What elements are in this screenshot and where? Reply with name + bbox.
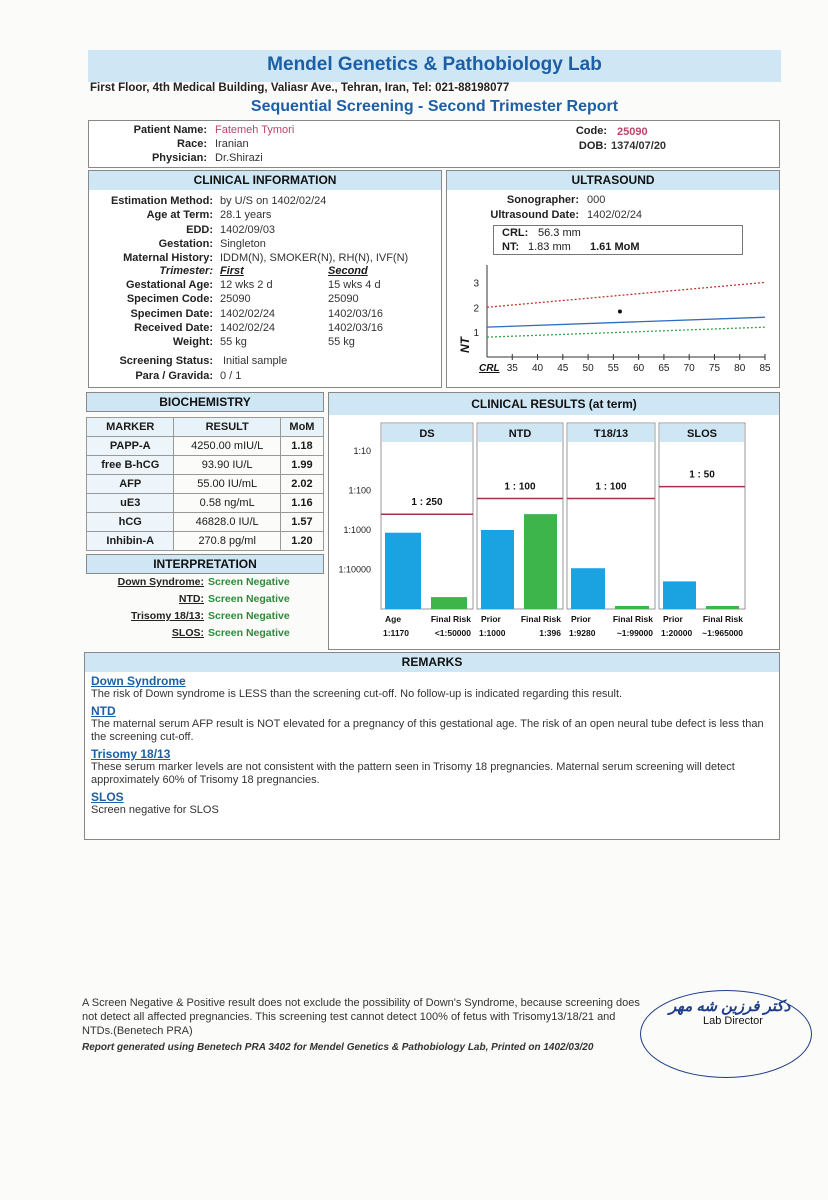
remarks-heading: REMARKS <box>85 653 779 672</box>
marker-name: Inhibin-A <box>87 532 174 551</box>
dob-label: DOB: <box>578 140 607 152</box>
marker-result: 55.00 IU/mL <box>174 475 280 494</box>
interpretation-label: SLOS: <box>171 627 204 639</box>
risk-value-left: 1:1000 <box>479 628 506 638</box>
risk-value-left: 1:1170 <box>383 628 409 638</box>
risk-y-tick: 1:10000 <box>338 564 371 575</box>
remarks-body <box>85 672 779 822</box>
table-row <box>87 513 324 532</box>
table-row <box>87 494 324 513</box>
patient-name: Fatemeh Tymori <box>215 124 295 136</box>
code-label: Code: <box>575 125 607 137</box>
interpretation-value: Screen Negative <box>208 593 290 605</box>
us-date-value: 1402/02/24 <box>587 209 643 221</box>
second-trimester: Second <box>328 265 368 277</box>
x-tick-label: 60 <box>633 363 645 374</box>
sonographer-value: 000 <box>587 194 606 206</box>
trimester-row-label: Gestational Age: <box>126 279 213 291</box>
crl-label: CRL: <box>502 227 529 239</box>
crl-value: 56.3 mm <box>538 227 581 239</box>
table-row <box>87 456 324 475</box>
series-lower <box>487 327 765 337</box>
bar-label-right: Final Risk <box>702 614 743 624</box>
risk-panel-title: T18/13 <box>593 428 629 440</box>
risk-panel-title: NTD <box>508 428 532 440</box>
marker-result: 270.8 pg/ml <box>174 532 280 551</box>
y-tick-label: 2 <box>473 303 479 315</box>
ultrasound-box <box>446 170 780 388</box>
marker-result: 46828.0 IU/L <box>174 513 280 532</box>
x-tick-label: 55 <box>607 363 619 374</box>
biochemistry-section <box>86 392 324 551</box>
col-result: RESULT <box>174 418 280 437</box>
clinical-value: 28.1 years <box>220 209 272 222</box>
para-value: 0 / 1 <box>220 370 242 382</box>
director-stamp <box>640 990 812 1078</box>
x-tick-label: 50 <box>582 363 594 374</box>
marker-name: hCG <box>87 513 174 532</box>
risk-chart <box>329 417 777 647</box>
bar-label-left: Age <box>385 614 402 624</box>
marker-name: uE3 <box>87 494 174 513</box>
first-trimester-value: 55 kg <box>220 336 247 349</box>
trimester-label: Trimester: <box>159 265 213 277</box>
second-trimester-value: 15 wks 4 d <box>328 279 381 291</box>
marker-mom: 1.99 <box>280 456 323 475</box>
cutoff-label: 1 : 100 <box>595 481 627 493</box>
interpretation-section <box>86 554 324 646</box>
footer-generated: Report generated using Benetech PRA 3402 for Mendel Genetics & Pathobiology Lab, Printed on 1402/03/20 <box>82 1042 594 1053</box>
series-upper <box>487 282 765 307</box>
code-value: 25090 <box>617 126 648 138</box>
marker-result: 93.90 IU/L <box>174 456 280 475</box>
x-tick-label: 70 <box>683 363 695 374</box>
para-label: Para / Gravida: <box>135 370 213 382</box>
clinical-value: IDDM(N), SMOKER(N), RH(N), IVF(N) <box>220 252 409 265</box>
lab-director-label: Lab Director <box>703 1015 763 1027</box>
status-value: Initial sample <box>223 355 288 367</box>
marker-mom: 1.18 <box>280 437 323 456</box>
marker-name: free B-hCG <box>87 456 174 475</box>
x-axis-label: CRL <box>479 363 500 374</box>
second-trimester-value: 55 kg <box>328 336 355 349</box>
second-trimester-value: 25090 <box>328 293 359 306</box>
col-marker: MARKER <box>87 418 174 437</box>
race-value: Iranian <box>215 138 249 150</box>
risk-bar <box>524 514 557 609</box>
y-tick-label: 3 <box>473 278 479 290</box>
race-label: Race: <box>177 138 207 150</box>
risk-value-right: <1:50000 <box>434 628 471 638</box>
lab-name: Mendel Genetics & Pathobiology Lab <box>267 54 602 75</box>
first-trimester-value: 25090 <box>220 293 251 306</box>
physician-label: Physician: <box>151 152 207 164</box>
marker-result: 4250.00 mIU/L <box>174 437 280 456</box>
bar-label-left: Prior <box>663 614 683 624</box>
remark-title: NTD <box>91 704 116 718</box>
remark-text: Screen negative for SLOS <box>91 804 219 816</box>
remarks-box <box>84 652 780 840</box>
trimester-row-label: Specimen Date: <box>130 307 213 320</box>
risk-y-tick: 1:1000 <box>343 525 371 535</box>
marker-name: PAPP-A <box>87 437 174 456</box>
cutoff-label: 1 : 250 <box>411 497 443 509</box>
first-trimester-value: 12 wks 2 d <box>220 279 273 291</box>
marker-mom: 1.16 <box>280 494 323 513</box>
remark-text: The maternal serum AFP result is NOT elevated for a pregnancy of this gestational age. The risk of an open neural tube defect is less than the screening cut-off. <box>91 718 764 743</box>
risk-panel-title: SLOS <box>687 428 717 440</box>
clinical-value: Singleton <box>220 237 266 250</box>
risk-value-left: 1:20000 <box>661 628 693 638</box>
bar-label-left: Prior <box>571 614 591 624</box>
ultrasound-heading: ULTRASOUND <box>447 171 779 190</box>
patient-box <box>88 120 780 168</box>
nt-mom: 1.61 MoM <box>590 241 640 253</box>
interpretation-label: Trisomy 18/13: <box>131 610 204 622</box>
risk-bar <box>571 568 605 609</box>
x-tick-label: 35 <box>506 363 518 374</box>
first-trimester-value: 1402/02/24 <box>220 307 276 320</box>
patient-name-label: Patient Name: <box>133 124 207 136</box>
interpretation-value: Screen Negative <box>208 576 290 588</box>
y-tick-label: 1 <box>473 328 479 340</box>
clinical-results-box <box>328 392 780 650</box>
remark-text: These serum marker levels are not consistent with the pattern seen in Trisomy 18 pregnancies. Maternal serum screening will detect approximately 60% of Trisomy 18 pregnancies. <box>91 761 735 786</box>
risk-panel-title: DS <box>419 428 435 440</box>
clinical-results-heading: CLINICAL RESULTS (at term) <box>329 393 779 415</box>
report-title: Sequential Screening - Second Trimester Report <box>250 98 619 115</box>
clinical-label: Estimation Method: <box>110 195 213 207</box>
biochemistry-heading: BIOCHEMISTRY <box>86 392 324 412</box>
footer-disclaimer: A Screen Negative & Positive result does not exclude the possibility of Down's Syndrome, because screening does not detect all affected pregnancies. This screening test cannot detect 100% of fetus with Trisomy13/18/21 and NTDs.(Benetech PRA) <box>82 997 640 1037</box>
bar-label-left: Prior <box>481 614 501 624</box>
nt-value: 1.83 mm <box>528 241 571 253</box>
physician-value: Dr.Shirazi <box>215 152 263 164</box>
risk-y-tick: 1:10 <box>353 446 371 456</box>
marker-name: AFP <box>87 475 174 494</box>
nt-label: NT: <box>502 241 520 253</box>
risk-bar <box>431 597 467 609</box>
risk-value-right: 1:396 <box>539 628 561 638</box>
x-tick-label: 85 <box>759 363 771 374</box>
trimester-row-label: Weight: <box>172 336 213 349</box>
risk-value-right: ~1:99000 <box>616 628 653 638</box>
clinical-label: Gestation: <box>158 237 213 250</box>
trimester-row-label: Received Date: <box>134 321 213 334</box>
marker-mom: 2.02 <box>280 475 323 494</box>
interpretation-heading: INTERPRETATION <box>86 554 324 574</box>
remark-title: Down Syndrome <box>91 674 186 688</box>
interpretation-value: Screen Negative <box>208 610 290 622</box>
x-tick-label: 75 <box>708 363 721 374</box>
remark-text: The risk of Down syndrome is LESS than the screening cut-off. No follow-up is indicated regarding this result. <box>91 688 623 700</box>
clinical-value: 1402/09/03 <box>220 223 276 236</box>
clinical-value: by U/S on 1402/02/24 <box>220 195 327 207</box>
clinical-label: EDD: <box>186 223 213 236</box>
clinical-label: Age at Term: <box>146 209 213 222</box>
table-row <box>87 475 324 494</box>
risk-bar <box>663 581 696 609</box>
lab-address: First Floor, 4th Medical Building, Valiasr Ave., Tehran, Iran, Tel: 021-88198077 <box>90 82 510 94</box>
first-trimester: First <box>220 265 244 277</box>
bar-label-right: Final Risk <box>612 614 653 624</box>
status-label: Screening Status: <box>119 355 213 367</box>
second-trimester-value: 1402/03/16 <box>328 321 384 334</box>
us-date-label: Ultrasound Date: <box>490 209 579 221</box>
table-row <box>87 437 324 456</box>
bar-label-right: Final Risk <box>520 614 561 624</box>
marker-result: 0.58 ng/mL <box>174 494 280 513</box>
nt-point <box>618 309 622 313</box>
risk-value-left: 1:9280 <box>569 628 596 638</box>
marker-mom: 1.57 <box>280 513 323 532</box>
interpretation-value: Screen Negative <box>208 627 290 639</box>
x-tick-label: 45 <box>557 363 569 374</box>
x-tick-label: 65 <box>658 363 670 374</box>
risk-bar <box>385 533 421 609</box>
bar-label-right: Final Risk <box>430 614 471 624</box>
cutoff-label: 1 : 100 <box>504 481 536 493</box>
biochemistry-table <box>86 417 324 551</box>
clinical-info-heading: CLINICAL INFORMATION <box>89 171 441 190</box>
x-tick-label: 80 <box>734 363 746 374</box>
first-trimester-value: 1402/02/24 <box>220 321 276 334</box>
remark-title: Trisomy 18/13 <box>91 747 171 761</box>
dob-value: 1374/07/20 <box>611 140 667 152</box>
risk-bar <box>706 606 739 609</box>
sonographer-label: Sonographer: <box>506 194 579 206</box>
series-median <box>487 317 765 327</box>
interpretation-label: Down Syndrome: <box>117 576 204 588</box>
risk-value-right: ~1:965000 <box>702 628 743 638</box>
marker-mom: 1.20 <box>280 532 323 551</box>
trimester-row-label: Specimen Code: <box>126 293 213 306</box>
second-trimester-value: 1402/03/16 <box>328 307 384 320</box>
nt-crl-chart <box>447 257 777 385</box>
interpretation-label: NTD: <box>178 593 204 605</box>
col-mom: MoM <box>280 418 323 437</box>
risk-bar <box>481 530 514 609</box>
table-row <box>87 532 324 551</box>
clinical-info-box <box>88 170 442 388</box>
director-signature: دکتر فرزین شه مهر <box>669 998 791 1015</box>
clinical-label: Maternal History: <box>123 252 213 265</box>
risk-bar <box>615 606 649 609</box>
cutoff-label: 1 : 50 <box>689 469 715 481</box>
crl-nt-box <box>493 225 743 255</box>
x-tick-label: 40 <box>531 363 544 374</box>
risk-panel <box>659 423 745 609</box>
y-axis-label: NT <box>458 337 472 353</box>
remark-title: SLOS <box>91 790 124 804</box>
risk-y-tick: 1:100 <box>348 485 371 496</box>
